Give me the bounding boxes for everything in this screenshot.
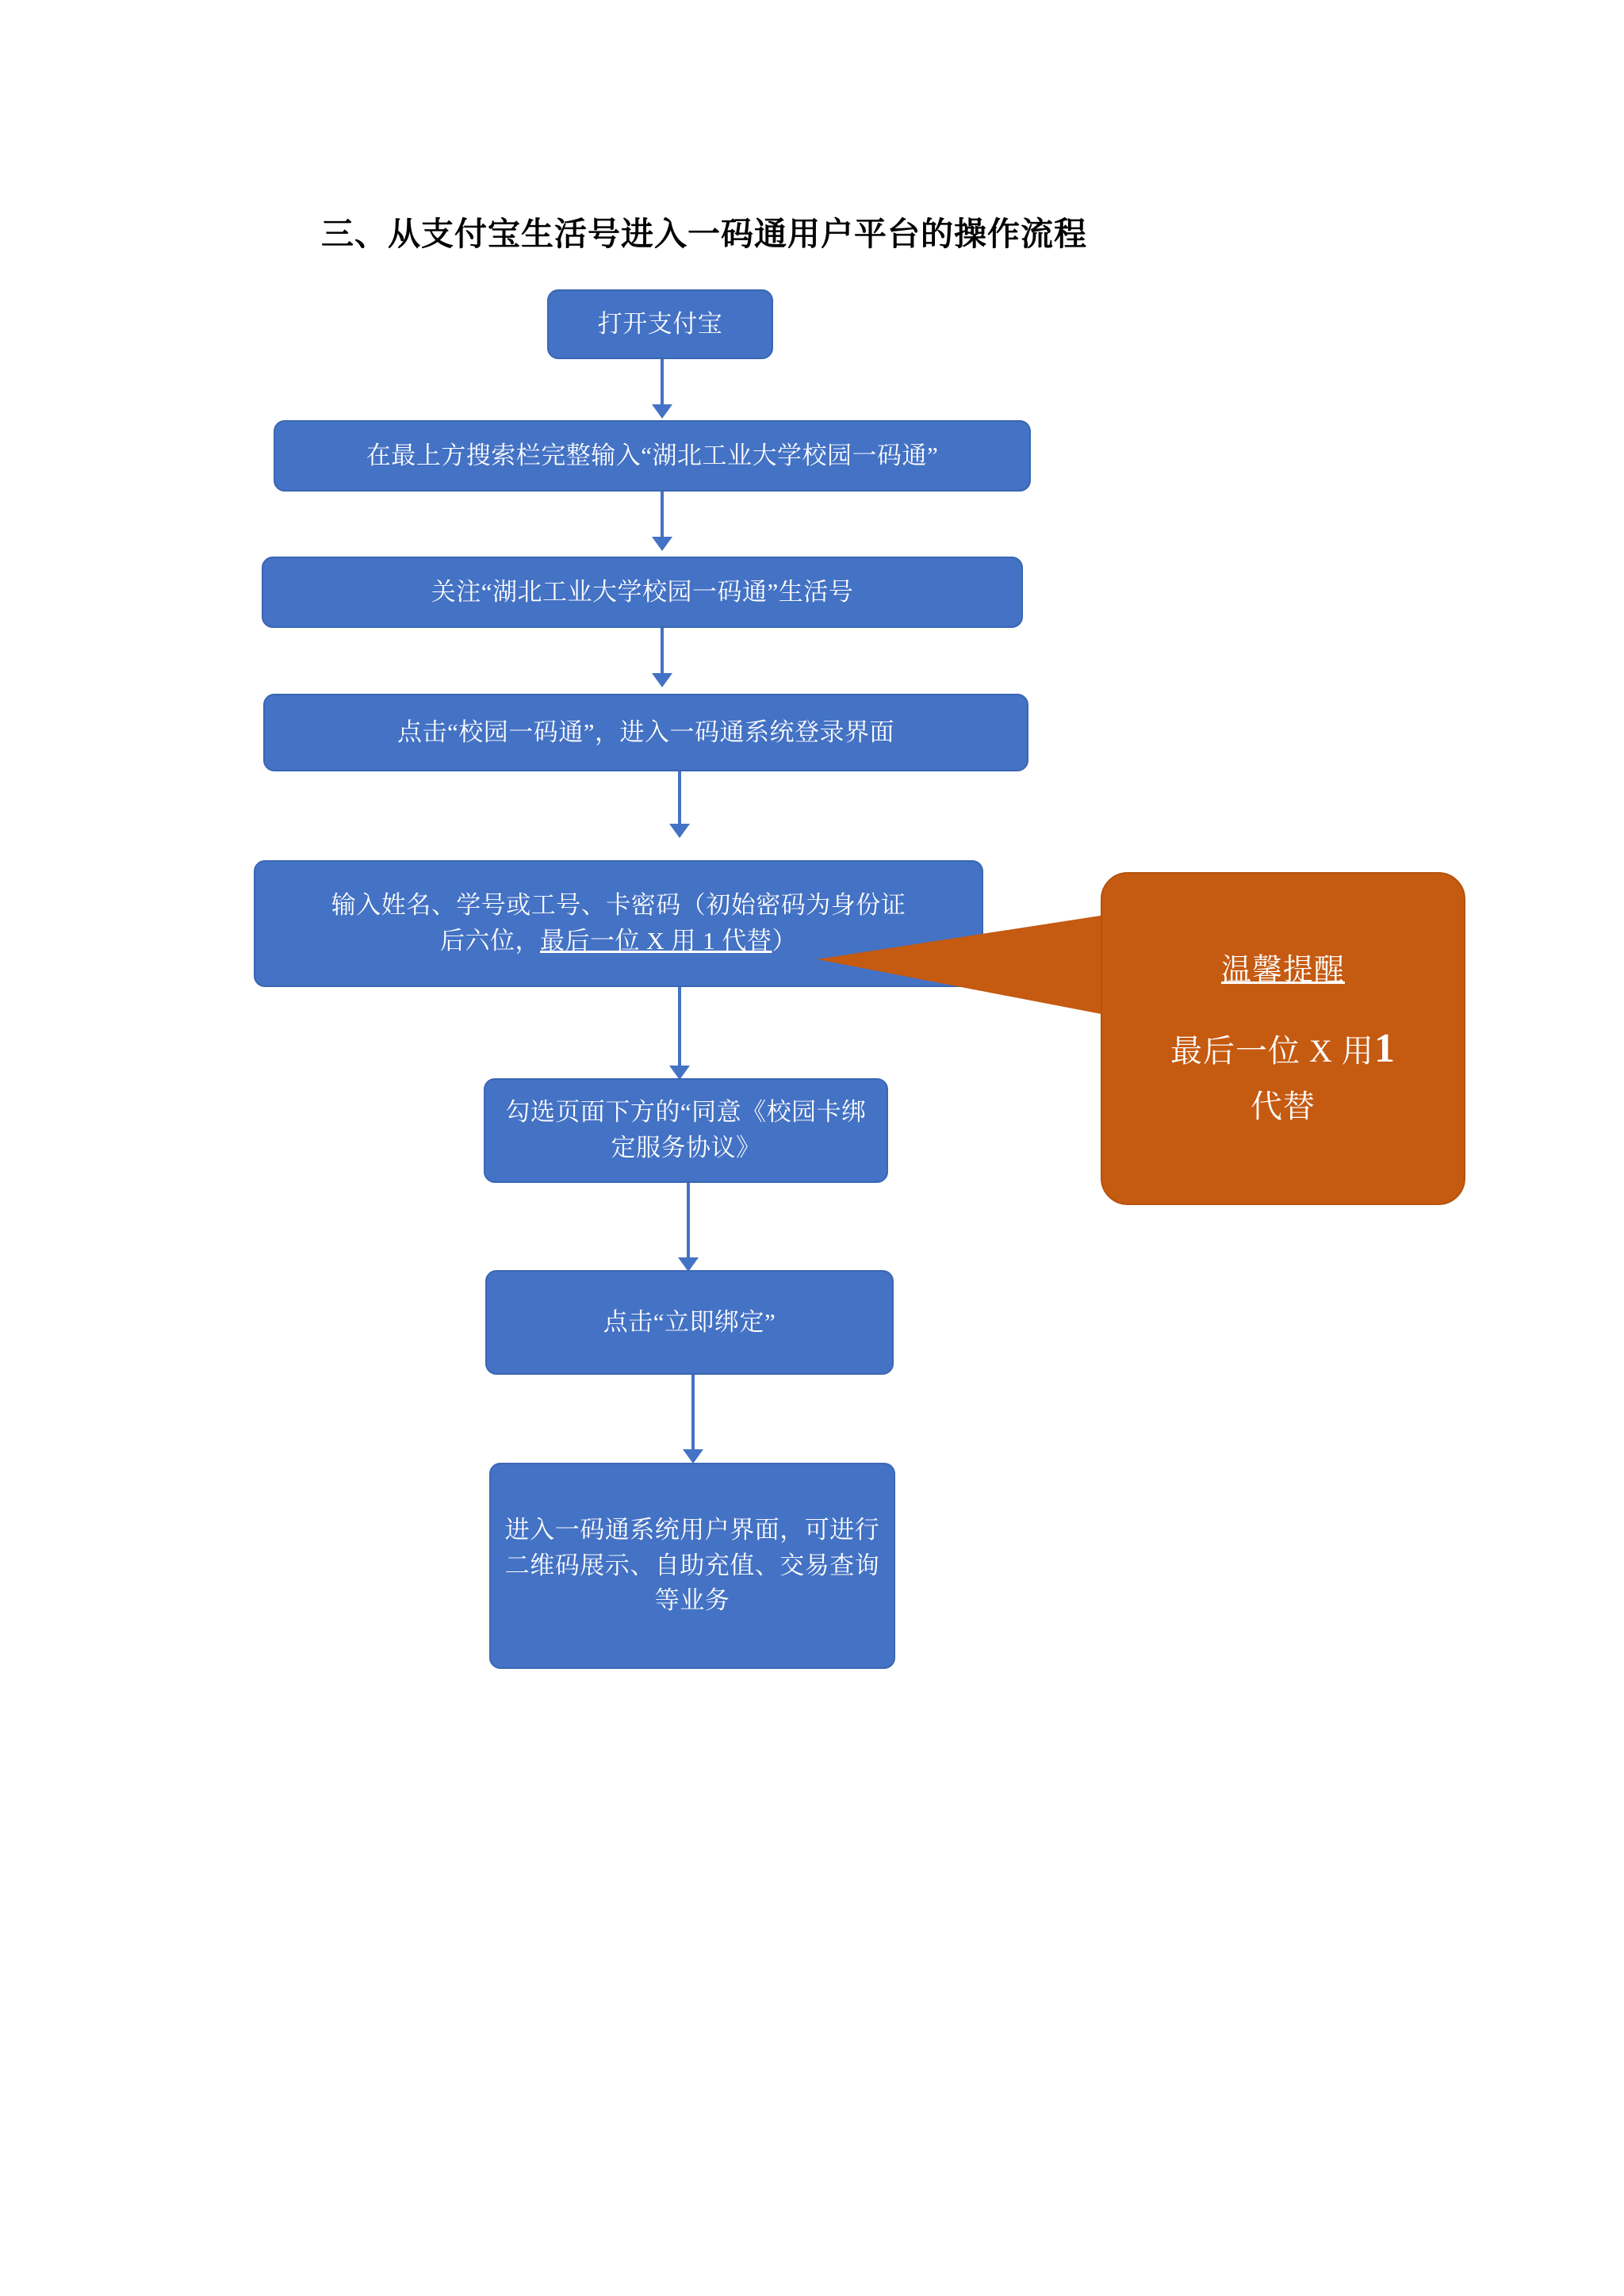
- flow-node-label: 打开支付宝: [597, 309, 723, 338]
- callout-line1-prefix: 最后一位 X 用: [1170, 1032, 1374, 1069]
- flow-node-agree-protocol[interactable]: [484, 1078, 888, 1183]
- arrowhead-n1-n2: [652, 404, 672, 419]
- connector-n7-n8: [691, 1375, 695, 1454]
- flow-node-label: 勾选页面下方的“同意《校园卡绑定服务协议》: [505, 1098, 867, 1161]
- arrowhead-n2-n3: [652, 537, 672, 551]
- callout-reminder: [1101, 872, 1465, 1205]
- connector-n2-n3: [661, 492, 664, 541]
- flow-node-label: 点击“立即绑定”: [603, 1307, 776, 1336]
- callout-title: 温馨提醒: [1220, 953, 1345, 987]
- callout-pointer-icon: [817, 912, 1150, 1023]
- connector-n1-n2: [661, 359, 664, 409]
- arrowhead-n3-n4: [652, 673, 672, 687]
- connector-n4-n5: [678, 771, 681, 828]
- flow-node-label-line2-underline: 最后一位 X 用 1 代替: [540, 927, 772, 955]
- callout-line2: 代替: [1250, 1089, 1316, 1125]
- connector-n3-n4: [661, 628, 664, 678]
- flow-node-user-interface[interactable]: [489, 1463, 895, 1669]
- flow-node-open-alipay[interactable]: [547, 289, 773, 359]
- flow-node-label: 关注“湖北工业大学校园一码通”生活号: [431, 577, 854, 606]
- arrowhead-n7-n8: [683, 1449, 703, 1464]
- flow-node-label: 进入一码通系统用户界面，可进行二维码展示、自助充值、交易查询等业务: [504, 1515, 880, 1615]
- flow-node-label-line2-plain: 后六位，: [440, 927, 541, 955]
- flow-node-label: 点击“校园一码通”，进入一码通系统登录界面: [396, 718, 895, 746]
- flow-node-search-input[interactable]: [274, 420, 1031, 492]
- callout-line1-big: 1: [1373, 1025, 1396, 1071]
- flow-node-label-line2-tail: ）: [772, 927, 797, 955]
- flow-node-click-bind-now[interactable]: [485, 1270, 894, 1375]
- flow-node-label: 在最上方搜索栏完整输入“湖北工业大学校园一码通”: [366, 441, 939, 469]
- flow-node-click-campus-code[interactable]: [263, 694, 1028, 771]
- page-title: 三、从支付宝生活号进入一码通用户平台的操作流程: [321, 216, 1087, 252]
- connector-n5-n6: [678, 987, 681, 1070]
- callout-body: [1170, 1016, 1396, 1132]
- flow-node-follow-life-account[interactable]: [262, 557, 1023, 628]
- flow-node-label-line1: 输入姓名、学号或工号、卡密码（初始密码为身份证: [331, 891, 906, 920]
- connector-n6-n7: [687, 1183, 690, 1262]
- arrowhead-n4-n5: [669, 824, 690, 838]
